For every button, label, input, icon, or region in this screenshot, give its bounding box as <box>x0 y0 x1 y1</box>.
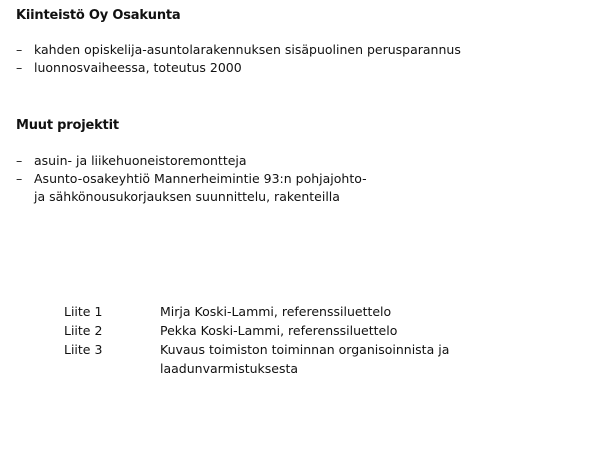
attachment-text: Kuvaus toimiston toiminnan organisoinnista ja <box>160 342 450 357</box>
section-heading-muut-projektit: Muut projektit <box>16 118 119 133</box>
bullet-dash: – <box>16 171 23 186</box>
attachment-label: Liite 1 <box>64 304 103 319</box>
list-item-text-continued: ja sähkönousukorjauksen suunnittelu, rakenteilla <box>34 189 340 204</box>
list-item <box>16 170 367 206</box>
attachment-row-continued <box>64 359 449 378</box>
bullet-dash: – <box>16 42 23 57</box>
list-item <box>16 152 367 170</box>
attachment-text: Pekka Koski-Lammi, referenssiluettelo <box>160 323 398 338</box>
attachment-row <box>64 321 449 340</box>
section-heading-kiinteisto: Kiinteistö Oy Osakunta <box>16 8 181 23</box>
section1-list <box>16 41 461 77</box>
list-item <box>16 59 461 77</box>
list-item-text: asuin- ja liikehuoneistoremontteja <box>34 153 247 168</box>
list-item-text: luonnosvaiheessa, toteutus 2000 <box>34 60 242 75</box>
attachment-label-empty <box>64 359 160 378</box>
attachments-list <box>64 302 449 378</box>
list-item-text: kahden opiskelija-asuntolarakennuksen sisäpuolinen perusparannus <box>34 42 461 57</box>
list-item-text: Asunto-osakeyhtiö Mannerheimintie 93:n pohjajohto- <box>34 171 367 186</box>
bullet-dash: – <box>16 60 23 75</box>
attachment-text: Mirja Koski-Lammi, referenssiluettelo <box>160 304 392 319</box>
attachment-row <box>64 340 449 359</box>
attachment-label: Liite 3 <box>64 342 103 357</box>
attachment-label: Liite 2 <box>64 323 103 338</box>
attachment-row <box>64 302 449 321</box>
list-item <box>16 41 461 59</box>
attachment-text-continued: laadunvarmistuksesta <box>160 361 299 376</box>
section2-list <box>16 152 367 206</box>
bullet-dash: – <box>16 153 23 168</box>
